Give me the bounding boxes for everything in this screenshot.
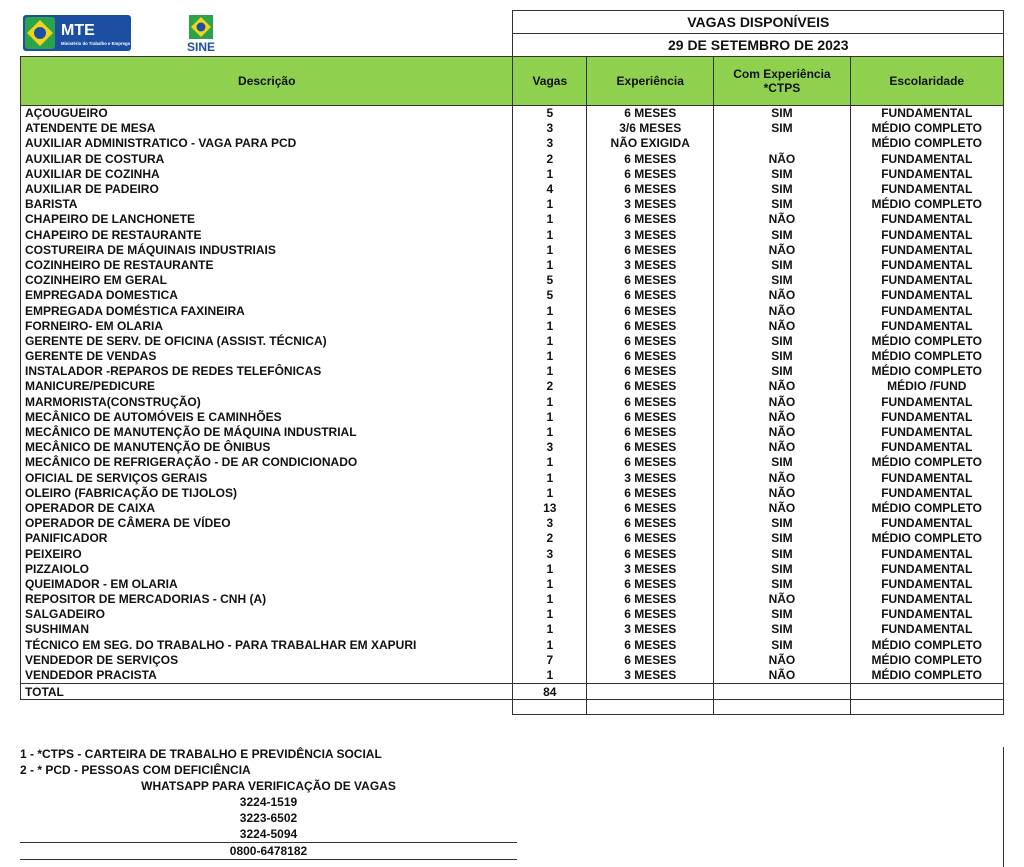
column-header-descricao: Descrição [21, 57, 513, 106]
row-ctps: NÃO [714, 288, 850, 303]
phone-number: 3224-5094 [20, 826, 517, 843]
row-ctps: SIM [714, 455, 850, 470]
row-ctps: NÃO [714, 486, 850, 501]
row-escolaridade: FUNDAMENTAL [850, 577, 1003, 592]
row-escolaridade: MÉDIO COMPLETO [850, 334, 1003, 349]
row-descricao: OPERADOR DE CÂMERA DE VÍDEO [21, 516, 513, 531]
row-experiencia: 6 MESES [587, 607, 714, 622]
row-experiencia: 6 MESES [587, 334, 714, 349]
row-vagas: 1 [513, 258, 587, 273]
row-escolaridade: FUNDAMENTAL [850, 471, 1003, 486]
row-escolaridade: MÉDIO COMPLETO [850, 197, 1003, 212]
row-escolaridade: MÉDIO COMPLETO [850, 638, 1003, 653]
row-experiencia: 3 MESES [587, 471, 714, 486]
table-row [21, 501, 1004, 516]
row-experiencia: 3/6 MESES [587, 121, 714, 136]
row-descricao: REPOSITOR DE MERCADORIAS - CNH (A) [21, 592, 513, 607]
row-descricao: GERENTE DE VENDAS [21, 349, 513, 364]
row-experiencia: 6 MESES [587, 653, 714, 668]
row-experiencia: 6 MESES [587, 243, 714, 258]
row-experiencia: 6 MESES [587, 425, 714, 440]
row-escolaridade: MÉDIO COMPLETO [850, 668, 1003, 684]
phone-number: 3224-1519 [239, 795, 298, 809]
column-header-vagas: Vagas [513, 57, 587, 106]
table-row [21, 243, 1004, 258]
total-empty-cell [587, 684, 714, 700]
row-descricao: EMPREGADA DOMESTICA [21, 288, 513, 303]
row-ctps: SIM [714, 562, 850, 577]
table-row [21, 273, 1004, 288]
table-row [21, 638, 1004, 653]
row-ctps: NÃO [714, 379, 850, 394]
phone-number: 3223-6502 [239, 811, 298, 825]
row-descricao: AUXILIAR DE PADEIRO [21, 182, 513, 197]
row-ctps: SIM [714, 273, 850, 288]
row-experiencia: 3 MESES [587, 197, 714, 212]
row-vagas: 1 [513, 167, 587, 182]
blank-cell [513, 700, 587, 715]
table-row [21, 516, 1004, 531]
row-escolaridade: MÉDIO COMPLETO [850, 455, 1003, 470]
row-experiencia: 6 MESES [587, 531, 714, 546]
row-descricao: OFICIAL DE SERVIÇOS GERAIS [21, 471, 513, 486]
row-escolaridade: FUNDAMENTAL [850, 106, 1003, 122]
row-ctps: NÃO [714, 440, 850, 455]
row-escolaridade: MÉDIO /FUND [850, 379, 1003, 394]
row-vagas: 1 [513, 577, 587, 592]
row-ctps: NÃO [714, 592, 850, 607]
total-label: TOTAL [21, 684, 513, 700]
row-vagas: 1 [513, 622, 587, 637]
row-experiencia: 6 MESES [587, 486, 714, 501]
row-ctps: SIM [714, 258, 850, 273]
row-ctps: NÃO [714, 152, 850, 167]
row-ctps: NÃO [714, 501, 850, 516]
row-experiencia: NÃO EXIGIDA [587, 136, 714, 151]
job-vacancy-sheet [20, 10, 1004, 715]
row-escolaridade: FUNDAMENTAL [850, 607, 1003, 622]
row-descricao: PEIXEIRO [21, 546, 513, 561]
row-descricao: COSTUREIRA DE MÁQUINAIS INDUSTRIAIS [21, 243, 513, 258]
row-vagas: 13 [513, 501, 587, 516]
row-experiencia: 6 MESES [587, 395, 714, 410]
note-ctps: 1 - *CTPS - CARTEIRA DE TRABALHO E PREVIDÊNCIA SOCIAL [20, 747, 382, 761]
row-descricao: SUSHIMAN [21, 622, 513, 637]
row-descricao: MECÂNICO DE MANUTENÇÃO DE ÔNIBUS [21, 440, 513, 455]
table-row [21, 212, 1004, 227]
row-descricao: PANIFICADOR [21, 531, 513, 546]
row-descricao: COZINHEIRO EM GERAL [21, 273, 513, 288]
table-row [21, 288, 1004, 303]
row-escolaridade: FUNDAMENTAL [850, 152, 1003, 167]
row-vagas: 1 [513, 471, 587, 486]
column-header-escolaridade: Escolaridade [850, 57, 1003, 106]
row-escolaridade: MÉDIO COMPLETO [850, 531, 1003, 546]
table-row [21, 668, 1004, 684]
row-ctps: NÃO [714, 425, 850, 440]
table-row [21, 577, 1004, 592]
blank-cell [587, 700, 714, 715]
row-experiencia: 6 MESES [587, 167, 714, 182]
row-ctps: NÃO [714, 668, 850, 684]
total-empty-cell [850, 684, 1003, 700]
row-escolaridade: FUNDAMENTAL [850, 319, 1003, 334]
row-experiencia: 6 MESES [587, 638, 714, 653]
row-experiencia: 6 MESES [587, 516, 714, 531]
row-experiencia: 6 MESES [587, 455, 714, 470]
sine-logo-icon [179, 13, 223, 55]
row-ctps: NÃO [714, 319, 850, 334]
row-vagas: 3 [513, 121, 587, 136]
row-experiencia: 6 MESES [587, 410, 714, 425]
row-vagas: 1 [513, 212, 587, 227]
row-descricao: AUXILIAR DE COSTURA [21, 152, 513, 167]
row-vagas: 2 [513, 152, 587, 167]
row-vagas: 1 [513, 197, 587, 212]
table-row [21, 546, 1004, 561]
row-vagas: 1 [513, 668, 587, 684]
row-experiencia: 3 MESES [587, 622, 714, 637]
row-ctps: SIM [714, 182, 850, 197]
row-descricao: CHAPEIRO DE RESTAURANTE [21, 228, 513, 243]
row-ctps: SIM [714, 106, 850, 122]
column-header-ctps-text: Com Experiência *CTPS [733, 67, 831, 95]
row-descricao: TÉCNICO EM SEG. DO TRABALHO - PARA TRABALHAR EM XAPURI [21, 638, 513, 653]
table-row [21, 349, 1004, 364]
vacancy-table [20, 10, 1004, 715]
table-body [21, 106, 1004, 684]
row-experiencia: 6 MESES [587, 592, 714, 607]
row-descricao: VENDEDOR DE SERVIÇOS [21, 653, 513, 668]
date-title: 29 DE SETEMBRO DE 2023 [513, 34, 1004, 57]
row-vagas: 1 [513, 455, 587, 470]
notes-section [20, 740, 517, 860]
row-vagas: 1 [513, 562, 587, 577]
row-descricao: EMPREGADA DOMÉSTICA FAXINEIRA [21, 303, 513, 318]
table-header-row [21, 57, 1004, 106]
table-row [21, 622, 1004, 637]
table-row [21, 531, 1004, 546]
table-row [21, 471, 1004, 486]
row-descricao: FORNEIRO- EM OLARIA [21, 319, 513, 334]
table-row [21, 379, 1004, 394]
table-row [21, 410, 1004, 425]
row-escolaridade: FUNDAMENTAL [850, 410, 1003, 425]
row-vagas: 4 [513, 182, 587, 197]
row-vagas: 2 [513, 379, 587, 394]
mte-logo-subtext: Ministério do Trabalho e Emprego [60, 40, 130, 46]
blank-cell [850, 700, 1003, 715]
row-escolaridade: FUNDAMENTAL [850, 182, 1003, 197]
row-experiencia: 6 MESES [587, 546, 714, 561]
page-title: VAGAS DISPONÍVEIS [513, 11, 1004, 34]
table-row [21, 607, 1004, 622]
phone-number-0800: 0800-6478182 [20, 843, 517, 860]
row-vagas: 5 [513, 273, 587, 288]
row-escolaridade: FUNDAMENTAL [850, 516, 1003, 531]
row-experiencia: 6 MESES [587, 379, 714, 394]
row-escolaridade: MÉDIO COMPLETO [850, 653, 1003, 668]
row-vagas: 1 [513, 228, 587, 243]
row-vagas: 1 [513, 303, 587, 318]
row-vagas: 1 [513, 638, 587, 653]
row-escolaridade: MÉDIO COMPLETO [850, 501, 1003, 516]
right-border-line [1003, 747, 1004, 867]
mte-logo-icon [23, 13, 131, 53]
row-experiencia: 3 MESES [587, 562, 714, 577]
row-escolaridade: FUNDAMENTAL [850, 440, 1003, 455]
blank-cell [714, 700, 850, 715]
row-ctps: SIM [714, 197, 850, 212]
row-ctps: SIM [714, 622, 850, 637]
table-row [21, 197, 1004, 212]
row-ctps: SIM [714, 121, 850, 136]
row-vagas: 1 [513, 592, 587, 607]
row-vagas: 1 [513, 349, 587, 364]
row-ctps: NÃO [714, 395, 850, 410]
row-vagas: 1 [513, 486, 587, 501]
row-descricao: OLEIRO (FABRICAÇÃO DE TIJOLOS) [21, 486, 513, 501]
row-ctps: SIM [714, 638, 850, 653]
row-ctps: SIM [714, 531, 850, 546]
row-descricao: COZINHEIRO DE RESTAURANTE [21, 258, 513, 273]
table-row [21, 486, 1004, 501]
row-ctps: NÃO [714, 653, 850, 668]
row-escolaridade: FUNDAMENTAL [850, 395, 1003, 410]
row-escolaridade: FUNDAMENTAL [850, 243, 1003, 258]
row-vagas: 1 [513, 319, 587, 334]
row-experiencia: 6 MESES [587, 212, 714, 227]
row-descricao: MECÂNICO DE REFRIGERAÇÃO - DE AR CONDICIONADO [21, 455, 513, 470]
logo-area [21, 11, 513, 57]
table-row [21, 334, 1004, 349]
row-vagas: 1 [513, 410, 587, 425]
row-ctps: SIM [714, 334, 850, 349]
row-vagas: 1 [513, 607, 587, 622]
row-descricao: BARISTA [21, 197, 513, 212]
row-experiencia: 6 MESES [587, 273, 714, 288]
row-escolaridade: FUNDAMENTAL [850, 622, 1003, 637]
table-row [21, 319, 1004, 334]
row-escolaridade: MÉDIO COMPLETO [850, 121, 1003, 136]
row-experiencia: 6 MESES [587, 182, 714, 197]
table-row [21, 653, 1004, 668]
row-descricao: MECÂNICO DE MANUTENÇÃO DE MÁQUINA INDUSTRIAL [21, 425, 513, 440]
table-row [21, 167, 1004, 182]
row-ctps: SIM [714, 577, 850, 592]
row-ctps: SIM [714, 546, 850, 561]
row-escolaridade: FUNDAMENTAL [850, 486, 1003, 501]
row-escolaridade: FUNDAMENTAL [850, 212, 1003, 227]
row-ctps: SIM [714, 228, 850, 243]
table-row [21, 136, 1004, 151]
row-experiencia: 6 MESES [587, 288, 714, 303]
row-vagas: 3 [513, 516, 587, 531]
row-vagas: 1 [513, 243, 587, 258]
row-descricao: MANICURE/PEDICURE [21, 379, 513, 394]
row-vagas: 3 [513, 546, 587, 561]
row-experiencia: 6 MESES [587, 152, 714, 167]
row-escolaridade: MÉDIO COMPLETO [850, 349, 1003, 364]
row-experiencia: 6 MESES [587, 303, 714, 318]
row-descricao: CHAPEIRO DE LANCHONETE [21, 212, 513, 227]
row-descricao: PIZZAIOLO [21, 562, 513, 577]
blank-cell [21, 700, 513, 715]
row-descricao: VENDEDOR PRACISTA [21, 668, 513, 684]
column-header-ctps [714, 57, 850, 106]
row-vagas: 3 [513, 136, 587, 151]
row-escolaridade: MÉDIO COMPLETO [850, 364, 1003, 379]
row-ctps: NÃO [714, 303, 850, 318]
row-vagas: 1 [513, 425, 587, 440]
table-row [21, 592, 1004, 607]
table-row [21, 455, 1004, 470]
row-escolaridade: FUNDAMENTAL [850, 546, 1003, 561]
row-ctps: SIM [714, 364, 850, 379]
row-ctps: SIM [714, 516, 850, 531]
row-descricao: AUXILIAR ADMINISTRATICO - VAGA PARA PCD [21, 136, 513, 151]
note-pcd: 2 - * PCD - PESSOAS COM DEFICIÊNCIA [20, 763, 251, 777]
row-vagas: 1 [513, 395, 587, 410]
row-experiencia: 6 MESES [587, 577, 714, 592]
table-row [21, 228, 1004, 243]
table-row [21, 121, 1004, 136]
row-escolaridade: FUNDAMENTAL [850, 425, 1003, 440]
row-escolaridade: FUNDAMENTAL [850, 562, 1003, 577]
row-vagas: 3 [513, 440, 587, 455]
row-descricao: ATENDENTE DE MESA [21, 121, 513, 136]
table-row [21, 106, 1004, 122]
row-descricao: MARMORISTA(CONSTRUÇÃO) [21, 395, 513, 410]
row-descricao: AÇOUGUEIRO [21, 106, 513, 122]
row-descricao: OPERADOR DE CAIXA [21, 501, 513, 516]
row-descricao: AUXILIAR DE COZINHA [21, 167, 513, 182]
row-experiencia: 6 MESES [587, 349, 714, 364]
row-experiencia: 3 MESES [587, 668, 714, 684]
row-vagas: 2 [513, 531, 587, 546]
row-vagas: 7 [513, 653, 587, 668]
total-value: 84 [513, 684, 587, 700]
row-ctps: SIM [714, 349, 850, 364]
mte-logo-text: MTE [60, 21, 95, 39]
blank-row [21, 700, 1004, 715]
row-experiencia: 6 MESES [587, 364, 714, 379]
row-ctps [714, 136, 850, 151]
row-escolaridade: FUNDAMENTAL [850, 167, 1003, 182]
row-descricao: INSTALADOR -REPAROS DE REDES TELEFÔNICAS [21, 364, 513, 379]
row-experiencia: 6 MESES [587, 440, 714, 455]
row-experiencia: 3 MESES [587, 258, 714, 273]
sine-logo-text: SINE [186, 39, 215, 54]
table-row [21, 425, 1004, 440]
table-row [21, 440, 1004, 455]
row-escolaridade: FUNDAMENTAL [850, 258, 1003, 273]
row-experiencia: 6 MESES [587, 319, 714, 334]
table-row [21, 303, 1004, 318]
table-row [21, 562, 1004, 577]
row-escolaridade: FUNDAMENTAL [850, 303, 1003, 318]
row-ctps: SIM [714, 167, 850, 182]
table-row [21, 182, 1004, 197]
whatsapp-title: WHATSAPP PARA VERIFICAÇÃO DE VAGAS [141, 779, 396, 793]
table-row [21, 152, 1004, 167]
row-escolaridade: FUNDAMENTAL [850, 592, 1003, 607]
row-ctps: NÃO [714, 243, 850, 258]
total-row [21, 684, 1004, 700]
row-escolaridade: FUNDAMENTAL [850, 288, 1003, 303]
row-descricao: MECÂNICO DE AUTOMÓVEIS E CAMINHÕES [21, 410, 513, 425]
row-vagas: 1 [513, 334, 587, 349]
column-header-experiencia: Experiência [587, 57, 714, 106]
row-ctps: SIM [714, 607, 850, 622]
row-escolaridade: FUNDAMENTAL [850, 273, 1003, 288]
row-descricao: SALGADEIRO [21, 607, 513, 622]
row-experiencia: 6 MESES [587, 501, 714, 516]
row-vagas: 1 [513, 364, 587, 379]
row-ctps: NÃO [714, 471, 850, 486]
total-empty-cell [714, 684, 850, 700]
row-descricao: QUEIMADOR - EM OLARIA [21, 577, 513, 592]
row-escolaridade: FUNDAMENTAL [850, 228, 1003, 243]
row-escolaridade: MÉDIO COMPLETO [850, 136, 1003, 151]
table-row [21, 364, 1004, 379]
row-ctps: NÃO [714, 410, 850, 425]
row-descricao: GERENTE DE SERV. DE OFICINA (ASSIST. TÉCNICA) [21, 334, 513, 349]
table-row [21, 258, 1004, 273]
row-ctps: NÃO [714, 212, 850, 227]
row-vagas: 5 [513, 106, 587, 122]
row-experiencia: 3 MESES [587, 228, 714, 243]
table-row [21, 395, 1004, 410]
row-vagas: 5 [513, 288, 587, 303]
row-experiencia: 6 MESES [587, 106, 714, 122]
